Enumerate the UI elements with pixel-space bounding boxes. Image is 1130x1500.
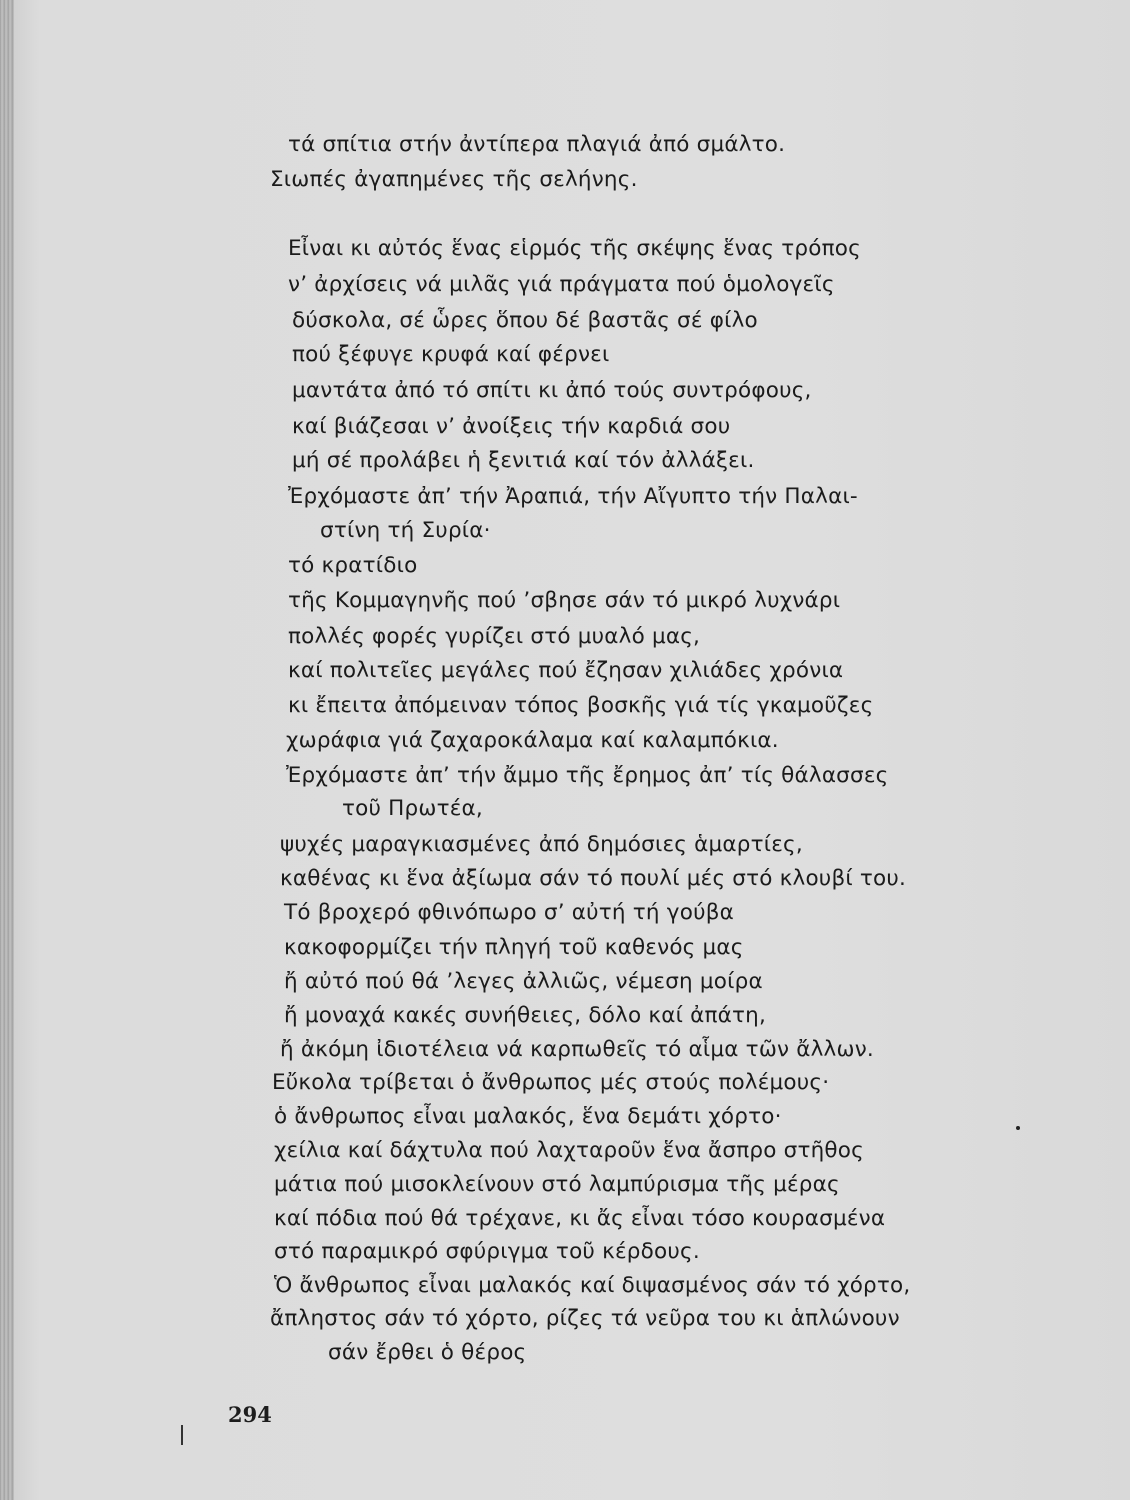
poem-line: μάτια πού μισοκλείνουν στό λαμπύρισμα τῆς μέρας — [274, 1172, 840, 1197]
poem-line: μαντάτα ἀπό τό σπίτι κι ἀπό τούς συντρόφους, — [292, 378, 812, 403]
poem-line: πολλές φορές γυρίζει στό μυαλό μας, — [288, 624, 701, 649]
poem-line-continuation: σάν ἔρθει ὁ θέρος — [328, 1340, 527, 1365]
poem-line: χείλια καί δάχτυλα πού λαχταροῦν ἕνα ἄσπρο στῆθος — [274, 1138, 864, 1163]
poem-line: ἤ ἀκόμη ἰδιοτέλεια νά καρπωθεῖς τό αἷμα τῶν ἄλλων. — [280, 1037, 874, 1062]
poem-line: ψυχές μαραγκιασμένες ἀπό δημόσιες ἁμαρτίες, — [280, 832, 803, 857]
print-speck — [1016, 1126, 1020, 1130]
page-edge-shadow — [0, 0, 14, 1500]
poem-line: ἤ μοναχά κακές συνήθειες, δόλο καί ἀπάτη, — [284, 1003, 767, 1028]
poem-line: κακοφορμίζει τήν πληγή τοῦ καθενός μας — [284, 935, 744, 960]
poem-line: κι ἔπειτα ἀπόμειναν τόπος βοσκῆς γιά τίς γκαμοῦζες — [288, 693, 874, 718]
poem-line: ὁ ἄνθρωπος εἶναι μαλακός, ἕνα δεμάτι χόρτο· — [274, 1104, 782, 1129]
poem-line: καί βιάζεσαι ν’ ἀνοίξεις τήν καρδιά σου — [292, 414, 731, 439]
poem-line: Ἐρχόμαστε ἀπ’ τήν Ἀραπιά, τήν Αἴγυπτο τήν Παλαι- — [288, 484, 858, 509]
poem-line: καί πολιτεῖες μεγάλες πού ἔζησαν χιλιάδες χρόνια — [288, 658, 844, 683]
poem-line: Ὁ ἄνθρωπος εἶναι μαλακός καί διψασμένος σάν τό χόρτο, — [274, 1273, 911, 1298]
poem-line: χωράφια γιά ζαχαροκάλαμα καί καλαμπόκια. — [286, 728, 779, 753]
poem-line: Τό βροχερό φθινόπωρο σ’ αὐτή τή γούβα — [284, 900, 735, 925]
poem-line: Σιωπές ἀγαπημένες τῆς σελήνης. — [270, 167, 638, 192]
poem-line: στό παραμικρό σφύριγμα τοῦ κέρδους. — [274, 1239, 700, 1264]
poem-line: τῆς Κομμαγηνῆς πού ’σβησε σάν τό μικρό λυχνάρι — [288, 588, 841, 613]
poem-line: καί πόδια πού θά τρέχανε, κι ἄς εἶναι τόσο κουρασμένα — [274, 1206, 886, 1231]
poem-line: ν’ ἀρχίσεις νά μιλᾶς γιά πράγματα πού ὁμολογεῖς — [288, 272, 835, 297]
poem-line: Εἶναι κι αὐτός ἕνας εἱρμός τῆς σκέψης ἕνας τρόπος — [288, 236, 861, 261]
margin-pencil-mark — [181, 1425, 183, 1445]
poem-line: μή σέ προλάβει ἡ ξενιτιά καί τόν ἀλλάξει. — [292, 448, 755, 473]
poem-line-continuation: τοῦ Πρωτέα, — [342, 796, 483, 821]
page-number: 294 — [228, 1402, 272, 1427]
poem-line: τό κρατίδιο — [288, 553, 418, 578]
poem-line: τά σπίτια στήν ἀντίπερα πλαγιά ἀπό σμάλτο. — [288, 132, 786, 157]
poem-line: ἤ αὐτό πού θά ’λεγες ἀλλιῶς, νέμεση μοίρα — [284, 969, 763, 994]
poem-line: Εὔκολα τρίβεται ὁ ἄνθρωπος μές στούς πολέμους· — [272, 1070, 830, 1095]
poem-line: Ἐρχόμαστε ἀπ’ τήν ἄμμο τῆς ἔρημος ἀπ’ τίς θάλασσες — [286, 763, 889, 788]
poem-line: καθένας κι ἕνα ἀξίωμα σάν τό πουλί μές στό κλουβί του. — [280, 866, 907, 891]
poem-line: πού ξέφυγε κρυφά καί φέρνει — [292, 342, 610, 367]
poem-line: ἄπληστος σάν τό χόρτο, ρίζες τά νεῦρα του κι ἁπλώνουν — [270, 1306, 900, 1331]
poem-line-continuation: στίνη τή Συρία· — [320, 518, 491, 543]
poem-line: δύσκολα, σέ ὧρες ὅπου δέ βαστᾶς σέ φίλο — [292, 308, 758, 333]
